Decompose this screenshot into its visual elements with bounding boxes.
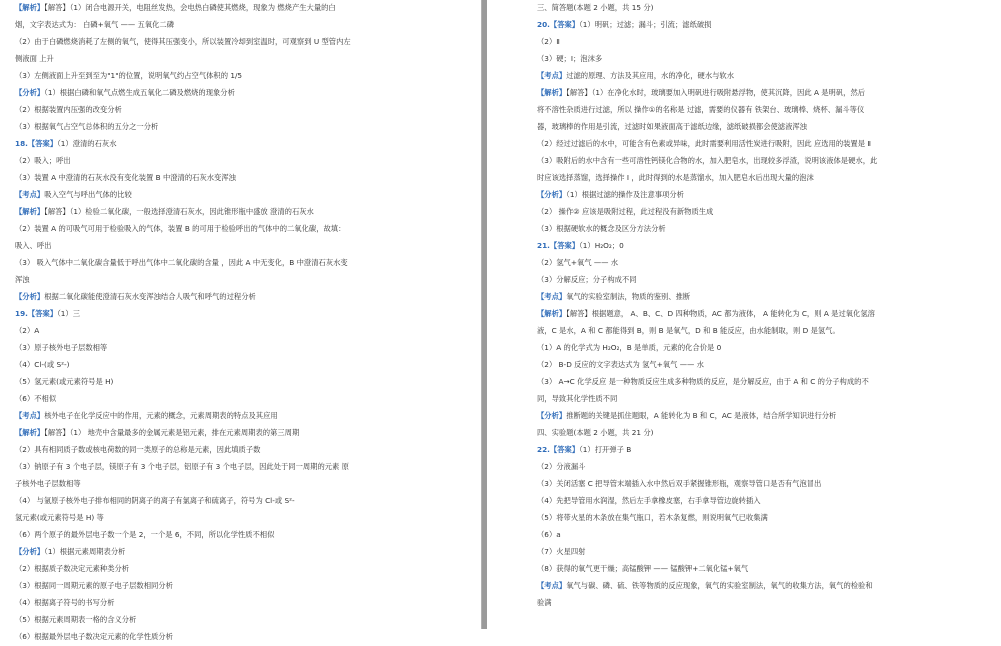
section-tag: 【解析】 [15,428,45,437]
line-text: （1）明矾；过滤；漏斗；引流；滤纸破损 [579,20,712,29]
line-text: （6）两个原子的最外层电子数一个是 2，一个是 6，不同，所以化学性质不相似 [15,530,275,539]
text-line [15,476,473,493]
line-text: （3） 吸入气体中二氧化碳含量低于呼出气体中二氧化碳的含量 ，因此 A 中无变化，B 中澄清石灰水变 [15,258,348,267]
text-line [537,476,983,493]
line-text: 【解答】（1）闭合电源开关，电阻丝发热，会电热白磷使其燃烧，现象为 燃烧产生大量的白 [44,3,336,12]
section-tag: 21.【答案】 [537,241,580,250]
line-text: （2） B-D 反应的文字表达式为 氢气+氧气 —— 水 [537,360,704,369]
text-line [537,187,983,204]
line-text: 氧气与碳、磷、硫、铁等物质的反应现象，氧气的实验室制法，氧气的收集方法，氧气的检验和 [566,581,873,590]
text-line [15,561,473,578]
text-line [15,187,473,204]
line-text: （2）根据质子数决定元素种类分析 [15,564,130,573]
section-tag: 【解析】 [15,207,45,216]
line-text: （3）左侧液面上升至到至为"1"的位置，说明氧气约占空气体积的 1/5 [15,71,243,80]
line-text: （4）Cl-(或 S²-) [15,360,70,369]
line-text: （2）分液漏斗 [537,462,586,471]
text-line [537,340,983,357]
text-line [537,255,983,272]
section-tag: 【解析】 [537,88,567,97]
line-text: 过滤的原理、方法及其应用，水的净化，硬水与软水 [566,71,735,80]
section-tag: 【考点】 [537,71,567,80]
text-line [15,85,473,102]
section-tag: 【分析】 [537,411,567,420]
line-text: 【解答】（1）检验二氧化碳，一般选择澄清石灰水，因此锥形瓶中盛放 澄清的石灰水 [44,207,314,216]
text-line [15,578,473,595]
text-line [537,102,983,119]
line-text: （6）a [537,530,561,539]
text-line [537,51,983,68]
line-text: 烟，文字表达式为： 白磷+氧气 —— 五氧化二磷 [15,20,175,29]
text-line [15,493,473,510]
line-text: （1）A 的化学式为 H₂O₂，B 是单质，元素的化合价是 0 [537,343,722,352]
line-text: 氢元素(或元素符号是 H) 等 [15,513,104,522]
text-line [15,340,473,357]
line-text: （3）吸附后的水中含有一些可溶性钙镁化合物的水，加入肥皂水，出现较多浮渣，说明该液体是硬水，此 [537,156,878,165]
right-page [487,0,1001,629]
text-line [15,442,473,459]
text-line [537,527,983,544]
line-text: （2）由于白磷燃烧消耗了左侧的氧气，使得其压强变小，所以装置冷却到室温时，可观察到 U 型管内左 [15,37,351,46]
line-text: （1）根据过滤的操作及注意事项分析 [566,190,684,199]
text-line [537,17,983,34]
text-line [537,442,983,459]
line-text: （5）氢元素(或元素符号是 H) [15,377,114,386]
text-line [537,578,983,595]
text-line [537,68,983,85]
line-text: （8）获得的氧气更干燥；高锰酸钾 —— 锰酸钾+二氧化锰+氧气 [537,564,749,573]
section-tag: 20.【答案】 [537,20,580,29]
text-line [537,374,983,391]
line-text: 器，玻璃棒的作用是引流，过滤时如果液面高于滤纸边缘，滤纸破损都会使滤液浑浊 [537,122,807,131]
text-line [537,357,983,374]
line-text: （2）吸入；呼出 [15,156,71,165]
text-line [15,323,473,340]
text-line [15,255,473,272]
line-text: （3）硬；Ⅰ；泡沫多 [537,54,603,63]
text-line [15,544,473,561]
line-text: （3）根据同一周期元素的原子电子层数相同分析 [15,581,173,590]
text-line [537,425,983,442]
line-text: 三、简答题(本题 2 小题，共 15 分) [537,3,654,12]
line-text: （6）根据最外层电子数决定元素的化学性质分析 [15,632,173,641]
line-text: 推断题的关键是抓住题眼，A 能转化为 B 和 C，AC 是液体，结合所学知识进行分析 [566,411,837,420]
text-line [15,204,473,221]
text-line [15,510,473,527]
line-text: （2）氢气+氧气 —— 水 [537,258,619,267]
line-text: （2）A [15,326,40,335]
text-line [15,153,473,170]
text-line [537,408,983,425]
text-line [537,238,983,255]
text-line [15,170,473,187]
section-tag: 【考点】 [537,581,567,590]
section-tag: 【解析】 [15,3,45,12]
section-tag: 19.【答案】 [15,309,58,318]
section-tag: 【考点】 [537,292,567,301]
text-line [537,323,983,340]
text-line [537,459,983,476]
text-line [537,0,983,17]
line-text: （5）将带火星的木条放在集气瓶口，若木条复燃，则说明氧气已收集满 [537,513,768,522]
line-text: （1）澄清的石灰水 [57,139,117,148]
text-line [15,289,473,306]
text-line [537,221,983,238]
text-line [537,119,983,136]
line-text: 吸入空气与呼出气体的比较 [44,190,132,199]
line-text: （4） 与氩原子核外电子排布相同的阴离子的离子有氯离子和硫离子，符号为 Cl-或 S²- [15,496,295,505]
line-text: （1）根据白磷和氧气点燃生成五氧化二磷及燃烧的现象分析 [44,88,235,97]
text-line [15,51,473,68]
line-text: （5）根据元素周期表一格的含义分析 [15,615,137,624]
text-line [15,612,473,629]
text-line [15,629,473,646]
text-line [15,459,473,476]
text-line [15,102,473,119]
text-line [15,408,473,425]
text-line [537,34,983,51]
text-line [15,68,473,85]
line-text: （6）不相似 [15,394,57,403]
line-text: （1）打开弹子 B [579,445,632,454]
line-text: 将不溶性杂质进行过滤，所以 操作①的名称是 过滤，需要的仪器有 铁架台、玻璃棒、烧杯、漏斗等仪 [537,105,865,114]
text-line [15,272,473,289]
text-line [537,204,983,221]
text-line [537,170,983,187]
text-line [15,374,473,391]
line-text: 【解答】（1）在净化水时，玻璃要加入明矾进行吸附悬浮物，使其沉降，因此 A 是明矾，然后 [566,88,866,97]
line-text: 核外电子在化学反应中的作用，元素的概念，元素周期表的特点及其应用 [44,411,278,420]
text-line [537,493,983,510]
line-text: 同，导致其化学性质不同 [537,394,618,403]
text-line [537,391,983,408]
line-text: 液，C 是水，A 和 C 都能得到 B，则 B 是氧气，D 和 B 能反应，由水能制取，则 D 是氢气。 [537,326,840,335]
line-text: （2）装置 A 的可吸气可用于检验吸入的气体，装置 B 的可用于检验呼出的气体中的二氧化碳，故填： [15,224,346,233]
text-line [537,272,983,289]
text-line [537,544,983,561]
line-text: （7）火星四射 [537,547,586,556]
text-line [15,119,473,136]
line-text: （3）根据硬软水的概念及区分方法分析 [537,224,666,233]
text-line [537,289,983,306]
text-line [15,425,473,442]
line-text: （3） A→C 化学反应 是一种物质反应生成多种物质的反应，是分解反应，由于 A 和 C 的分子构成的不 [537,377,869,386]
line-text: 时应该选择蒸馏，选择操作 Ⅰ ，此时得到的水是蒸馏水，加入肥皂水后出现大量的泡沫 [537,173,814,182]
section-tag: 【考点】 [15,190,45,199]
section-tag: 【分析】 [15,547,45,556]
line-text: （3）原子核外电子层数相等 [15,343,108,352]
text-line [537,510,983,527]
line-text: （1）根据元素周期表分析 [44,547,126,556]
line-text: 【解答】（1） 地壳中含量最多的金属元素是铝元素，排在元素周期表的第三周期 [44,428,300,437]
text-line [537,561,983,578]
section-tag: 【分析】 [537,190,567,199]
line-text: （2）经过过滤后的水中，可能含有色素或异味，此时需要利用活性炭进行吸附，因此 应选用的装置是 Ⅱ [537,139,871,148]
line-text: 氧气的实验室制法，物质的鉴别、推断 [566,292,691,301]
section-tag: 【分析】 [15,88,45,97]
line-text: 根据二氧化碳能使澄清石灰水变浑浊结合人吸气和呼气的过程分析 [44,292,256,301]
text-line [537,306,983,323]
line-text: 浑浊 [15,275,30,284]
line-text: （3）分解反应；分子构成不同 [537,275,637,284]
line-text: （3）根据氧气占空气总体积的五分之一分析 [15,122,159,131]
left-page [0,0,482,641]
line-text: 吸入、呼出 [15,241,52,250]
section-tag: 【考点】 [15,411,45,420]
line-text: 子核外电子层数相等 [15,479,81,488]
section-tag: 18.【答案】 [15,139,58,148]
line-text: （4）根据离子符号的书写分析 [15,598,115,607]
text-line [15,0,473,17]
line-text: 验满 [537,598,552,607]
line-text: （4）先把导管用水润湿，然后左手拿橡皮塞，右手拿导管边旋转插入 [537,496,761,505]
section-tag: 22.【答案】 [537,445,580,454]
line-text: （3）关闭活塞 C 把导管末端插入水中然后双手紧握锥形瓶，观察导管口是否有气泡冒出 [537,479,822,488]
section-tag: 【分析】 [15,292,45,301]
line-text: （3）装置 A 中澄清的石灰水没有变化装置 B 中澄清的石灰水变浑浊 [15,173,236,182]
text-line [15,17,473,34]
line-text: （2）具有相同质子数或核电荷数的同一类原子的总称是元素，因此填质子数 [15,445,261,454]
text-line [15,306,473,323]
text-line [537,136,983,153]
text-line [15,34,473,51]
line-text: （2） 操作② 应该是吸附过程，此过程没有新物质生成 [537,207,714,216]
line-text: 侧液面 上升 [15,54,54,63]
line-text: （3）钠原子有 3 个电子层，镁原子有 3 个电子层，铝原子有 3 个电子层，因此处于同一周期的元素 原 [15,462,349,471]
text-line [15,136,473,153]
line-text: 四、实验题(本题 2 小题，共 21 分) [537,428,654,437]
line-text: 【解答】根据题意， A、B、C、D 四种物质，AC 都为液体， A 能转化为 C，则 A 是过氧化氢溶 [566,309,875,318]
text-line [537,595,983,612]
text-line [537,85,983,102]
line-text: （1）H₂O₂；0 [579,241,624,250]
line-text: （1）三 [57,309,81,318]
text-line [15,238,473,255]
text-line [15,221,473,238]
line-text: （2）Ⅱ [537,37,560,46]
line-text: （2）根据装置内压强的改变分析 [15,105,122,114]
text-line [15,595,473,612]
text-line [15,357,473,374]
text-line [15,527,473,544]
section-tag: 【解析】 [537,309,567,318]
text-line [15,391,473,408]
text-line [537,153,983,170]
